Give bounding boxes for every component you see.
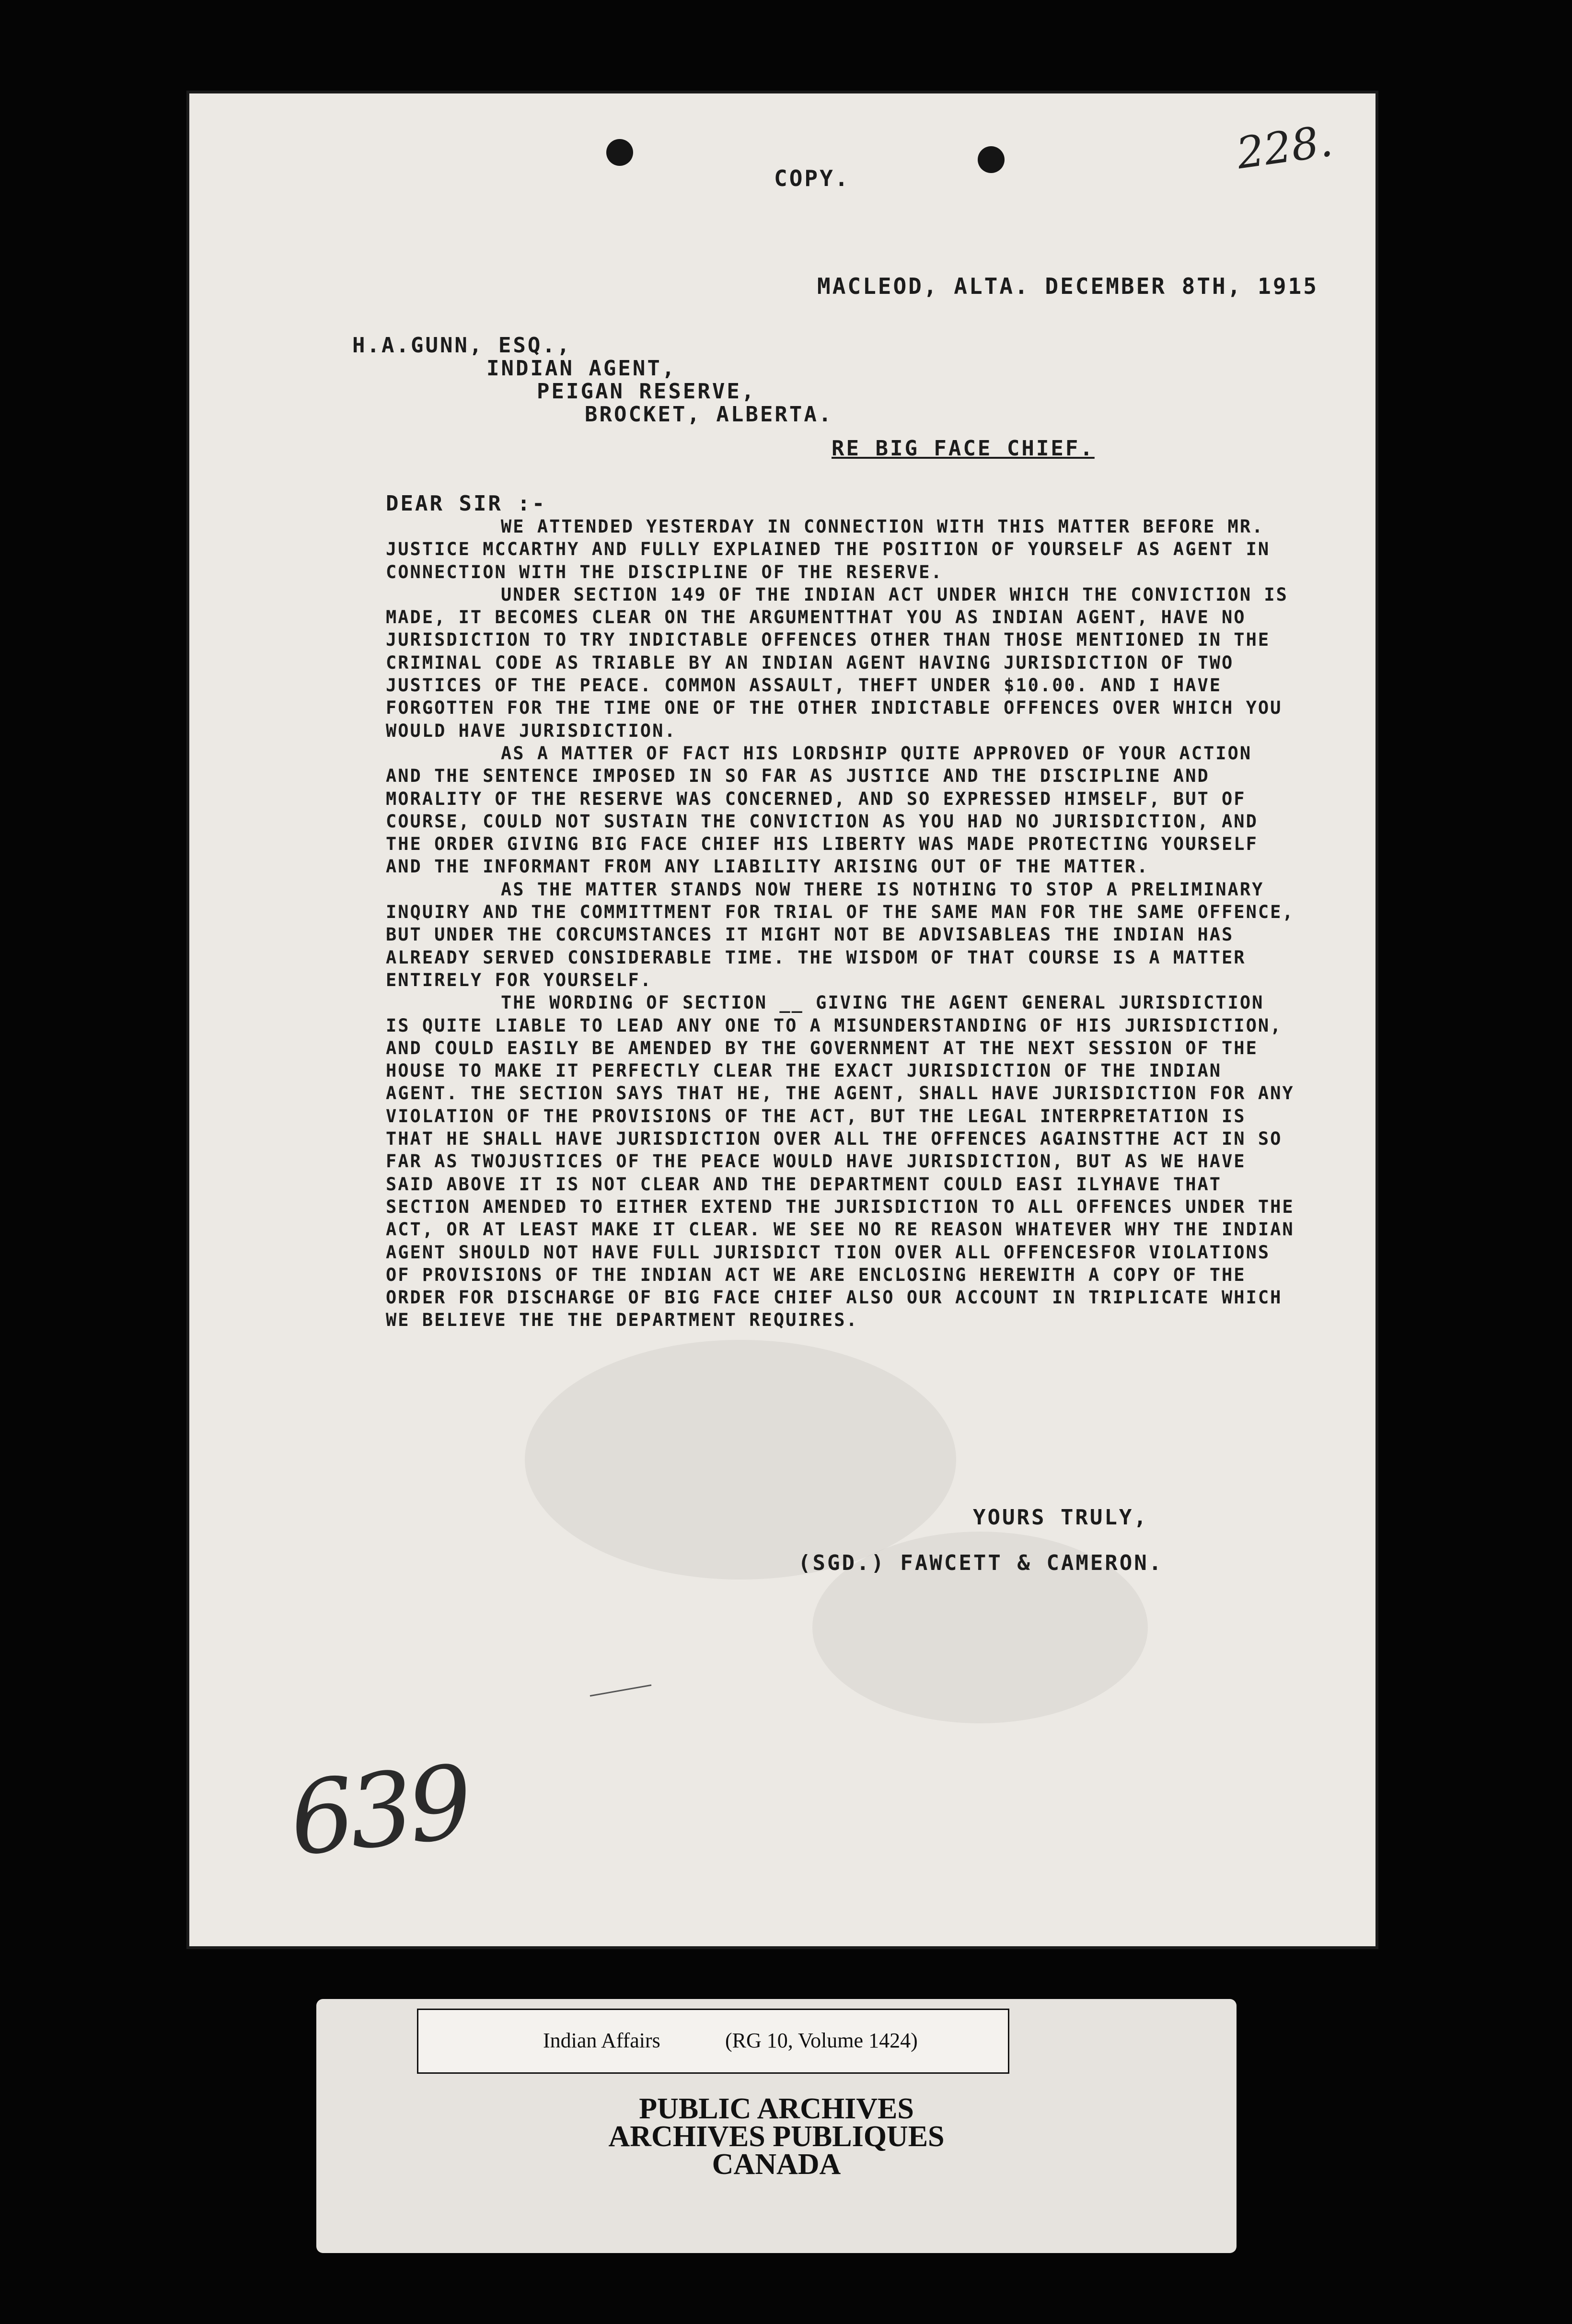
pen-mark: [590, 1685, 652, 1697]
archive-name-fr: ARCHIVES PUBLIQUES: [608, 2120, 945, 2153]
punch-hole: [606, 139, 633, 166]
paragraph: UNDER SECTION 149 OF THE INDIAN ACT UNDER WHICH THE CONVICTION IS MADE, IT BECOMES CLEAR ON THE ARGUMENTTHAT YOU AS INDIAN AGENT, HAVE NO JURISDICTION TO TRY INDICTABLE OFFENCES OTHER THAN THOSE MENTIONED IN THE CRIMINAL CODE AS TRIABLE BY AN INDIAN AGENT HAVING JURISDICTION OF TWO JUSTICES OF THE PEACE. COMMON ASSAULT, THEFT UNDER $10.00. AND I HAVE FORGOTTEN FOR THE TIME ONE OF THE OTHER INDICTABLE OFFENCES OVER WHICH YOU WOULD HAVE JURISDICTION.: [386, 584, 1288, 741]
addressee-line: PEIGAN RESERVE,: [537, 379, 756, 404]
collection-reference: (RG 10, Volume 1424): [725, 2029, 918, 2052]
paragraph: AS THE MATTER STANDS NOW THERE IS NOTHING TO STOP A PRELIMINARY INQUIRY AND THE COMMITTMENT FOR TRIAL OF THE SAME MAN FOR THE SAME OFFENCE, BUT UNDER THE CORCUMSTANCES IT MIGHT NOT BE ADVISABLEAS THE INDIAN HAS ALREADY SERVED CONSIDERABLE TIME. THE WISDOM OF THAT COURSE IS A MATTER ENTIRELY FOR YOURSELF.: [386, 879, 1295, 990]
letter-body: [386, 515, 1296, 1332]
copy-label: COPY.: [774, 165, 850, 191]
folio-number: 228.: [1233, 116, 1336, 179]
salutation: DEAR SIR :-: [386, 491, 547, 516]
signature: (SGD.) FAWCETT & CAMERON.: [798, 1551, 1164, 1575]
archive-name-en: PUBLIC ARCHIVES: [639, 2092, 914, 2125]
paragraph: THE WORDING OF SECTION __ GIVING THE AGENT GENERAL JURISDICTION IS QUITE LIABLE TO LEAD ANY ONE TO A MISUNDERSTANDING OF HIS JURISDICTION, AND COULD EASILY BE AMENDED BY THE GOVERNMENT AT THE NEXT SESSION OF THE HOUSE TO MAKE IT PERFECTLY CLEAR THE EXACT JURISDICTION OF THE INDIAN AGENT. THE SECTION SAYS THAT HE, THE AGENT, SHALL HAVE JURISDICTION FOR ANY VIOLATION OF THE PROVISIONS OF THE ACT, BUT THE LEGAL INTERPRETATION IS THAT HE SHALL HAVE JURISDICTION OVER ALL THE OFFENCES AGAINSTTHE ACT IN SO FAR AS TWOJUSTICES OF THE PEACE WOULD HAVE JURISDICTION, BUT AS WE HAVE SAID ABOVE IT IS NOT CLEAR AND THE DEPARTMENT COULD EASI ILYHAVE THAT SECTION AMENDED TO EITHER EXTEND THE JURISDICTION TO ALL OFFENCES UNDER THE ACT, OR AT LEAST MAKE IT CLEAR. WE SEE NO RE REASON WHATEVER WHY THE INDIAN AGENT SHOULD NOT HAVE FULL JURISDICT TION OVER ALL OFFENCESFOR VIOLATIONS OF PROVISIONS OF THE INDIAN ACT WE ARE ENCLOSING HEREWITH A COPY OF THE ORDER FOR DISCHARGE OF BIG FACE CHIEF ALSO OUR ACCOUNT IN TRIPLICATE WHICH WE BELIEVE THE THE DEPARTMENT REQUIRES.: [386, 992, 1295, 1331]
paper-stain: [525, 1340, 956, 1580]
paragraph: AS A MATTER OF FACT HIS LORDSHIP QUITE APPROVED OF YOUR ACTION AND THE SENTENCE IMPOSED IN SO FAR AS JUSTICE AND THE DISCIPLINE AND MORALITY OF THE RESERVE WAS CONCERNED, AND SO EXPRESSED HIMSELF, BUT OF COURSE, COULD NOT SUSTAIN THE CONVICTION AS YOU HAD NO JURISDICTION, AND THE ORDER GIVING BIG FACE CHIEF HIS LIBERTY WAS MADE PROTECTING YOURSELF AND THE INFORMANT FROM ANY LIABILITY ARISING OUT OF THE MATTER.: [386, 743, 1258, 877]
subject-line: RE BIG FACE CHIEF.: [832, 436, 1095, 461]
dateline: MACLEOD, ALTA. DECEMBER 8TH, 1915: [817, 273, 1318, 299]
addressee-line: BROCKET, ALBERTA.: [585, 402, 833, 427]
collection-name: Indian Affairs: [543, 2029, 660, 2052]
archive-country: CANADA: [712, 2148, 841, 2181]
letter-page: [189, 93, 1376, 1946]
archive-label-header: [417, 2009, 1009, 2074]
handwritten-number: 639: [284, 1743, 474, 1879]
closing: YOURS TRULY,: [973, 1505, 1148, 1530]
addressee-line: H.A.GUNN, ESQ.,: [352, 333, 572, 358]
paragraph: WE ATTENDED YESTERDAY IN CONNECTION WITH THIS MATTER BEFORE MR. JUSTICE MCCARTHY AND FULLY EXPLAINED THE POSITION OF YOURSELF AS AGENT IN CONNECTION WITH THE DISCIPLINE OF THE RESERVE.: [386, 516, 1271, 582]
addressee-line: INDIAN AGENT,: [486, 356, 677, 381]
archive-label: [316, 1999, 1237, 2253]
punch-hole: [978, 146, 1005, 173]
